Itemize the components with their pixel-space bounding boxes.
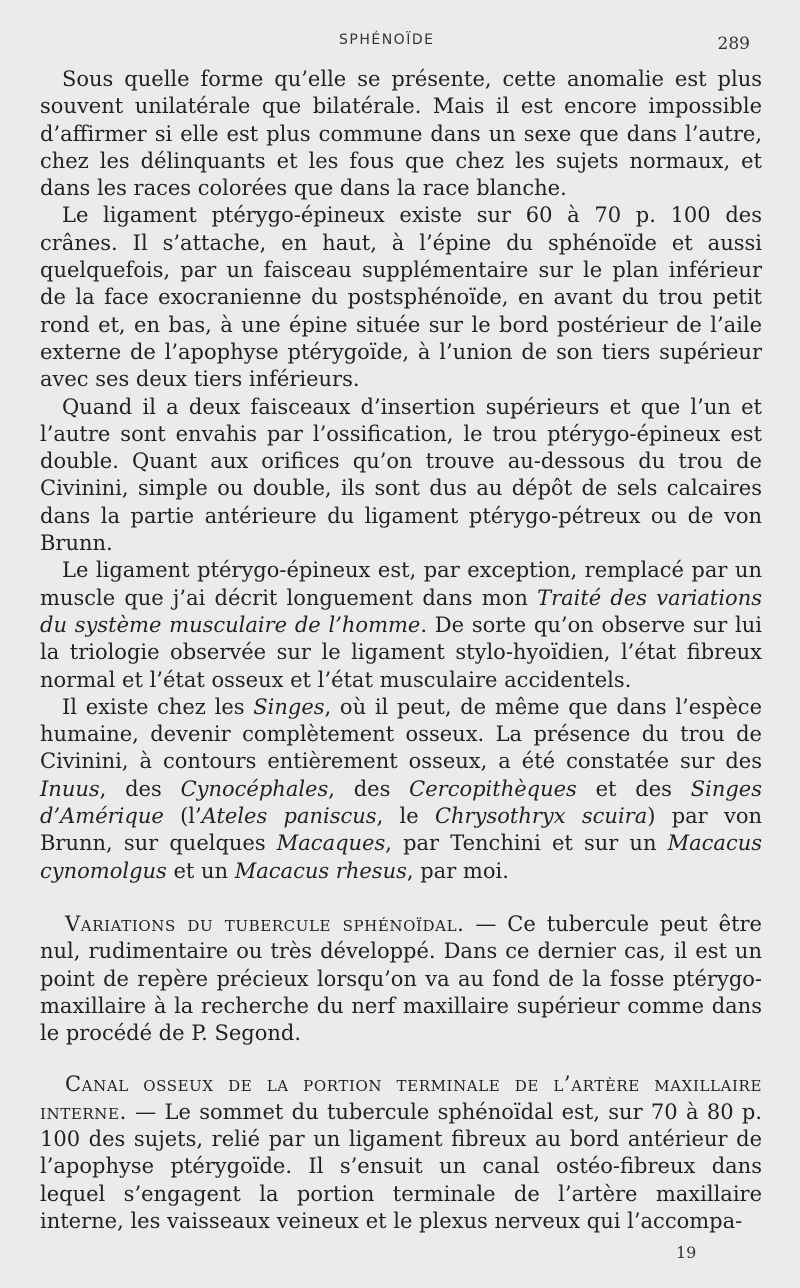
text-run: , par moi. (406, 858, 509, 883)
text-run: Le ligament ptérygo-épineux est, par exception, remplacé par un muscle que j’ai décrit longuement dans mon (40, 558, 762, 610)
text-run: , par Tenchini et sur un (385, 831, 668, 856)
page-number: 289 (717, 34, 750, 54)
text-run: Il existe chez les (62, 694, 254, 719)
paragraph-monkeys (40, 694, 762, 885)
species-name: Ateles paniscus (201, 804, 377, 829)
species-name: Macacus cynomolgus (40, 831, 763, 883)
book-title: Traité des variations du système musculaire de l’homme (40, 585, 763, 637)
section-tubercle (40, 911, 762, 1047)
paragraph-anomaly: Sous quelle forme qu’elle se présente, cette anomalie est plus souvent unilatérale que bilatérale. Mais il est encore impossible d’affirmer si elle est plus commune dans un sexe que dans l’autre, chez les délinquants et les fous que chez les sujets normaux, et dans les races colorées que dans la race blanche. (40, 67, 762, 201)
page-body (40, 66, 762, 1235)
signature-mark: 19 (676, 1243, 697, 1262)
page-header (0, 32, 800, 58)
text-run: . De sorte qu’on observe sur lui la triologie observée sur le ligament stylo-hyoïdien, l’état fibreux normal et l’état osseux et l’état musculaire accidentels. (40, 612, 763, 692)
paragraph-insertion: Quand il a deux faisceaux d’insertion supérieurs et que l’un et l’autre sont envahis par l’ossification, le trou ptérygo-épineux est double. Quant aux orifices qu’on trouve au-dessous du trou de Civinini, simple ou double, ils sont dus au dépôt de sels calcaires dans la partie antérieure du ligament ptérygo-pétreux ou de von Brunn. (40, 394, 762, 556)
species-name: Inuus (40, 776, 100, 801)
paragraph-ligament: Le ligament ptérygo-épineux existe sur 60 à 70 p. 100 des crânes. Il s’attache, en haut, à l’épine du sphénoïde et aussi quelquefois, par un faisceau supplémentaire sur le plan inférieur de la face exocranienne du postsphénoïde, en avant du trou petit rond et, en bas, à une épine située sur le bord postérieur de l’aile externe de l’apophyse ptérygoïde, à l’union de son tiers supérieur avec ses deux tiers inférieurs. (40, 203, 762, 392)
species-name: Cercopithèques (409, 776, 577, 801)
species-name: Cynocéphales (180, 776, 329, 801)
species-name: Chrysothryx scuira (434, 804, 648, 829)
text-run: , où il peut, de même que dans l’espèce humaine, devenir complètement osseux. La présence du trou de Civinini, à contours entièrement osseux, a été constatée sur des (40, 694, 762, 774)
section-heading: Variations du tubercule sphénoïdal. (65, 911, 465, 936)
species-name: Macacus rhesus (234, 858, 407, 883)
section-canal (40, 1071, 762, 1235)
text-run: (l’ (163, 804, 202, 829)
section-heading: Canal osseux de la portion terminale de l’artère maxillaire interne. (40, 1072, 762, 1124)
text-run: , des (99, 776, 181, 801)
section-text: — Ce tubercule peut être nul, rudimentaire ou très développé. Dans ce dernier cas, il est un point de repère précieux lorsqu’on va au fond de la fosse ptérygo-maxillaire à la recherche du nerf maxillaire supérieur comme dans le procédé de P. Segond. (40, 911, 762, 1046)
paragraph-muscle (40, 557, 762, 693)
text-run: et des (576, 776, 691, 801)
section-text: — Le sommet du tubercule sphénoïdal est, sur 70 à 80 p. 100 des sujets, relié par un ligament fibreux au bord antérieur de l’apophyse ptérygoïde. Il s’ensuit un canal ostéo-fibreux dans lequel s’engagent la portion terminale de l’artère maxillaire interne, les vaisseaux veineux et le plexus nerveux qui l’accompa- (40, 1099, 762, 1233)
text-run: , des (328, 776, 410, 801)
text-run: ) par von Brunn, sur quelques (40, 804, 763, 856)
text-run: , le (376, 804, 435, 829)
species-name: Singes d’Amérique (40, 776, 762, 829)
species-name: Macaques (276, 831, 386, 856)
text-run: et un (166, 858, 235, 883)
running-title: SPHÉNOÏDE (339, 32, 435, 48)
species-name: Singes (253, 694, 325, 719)
